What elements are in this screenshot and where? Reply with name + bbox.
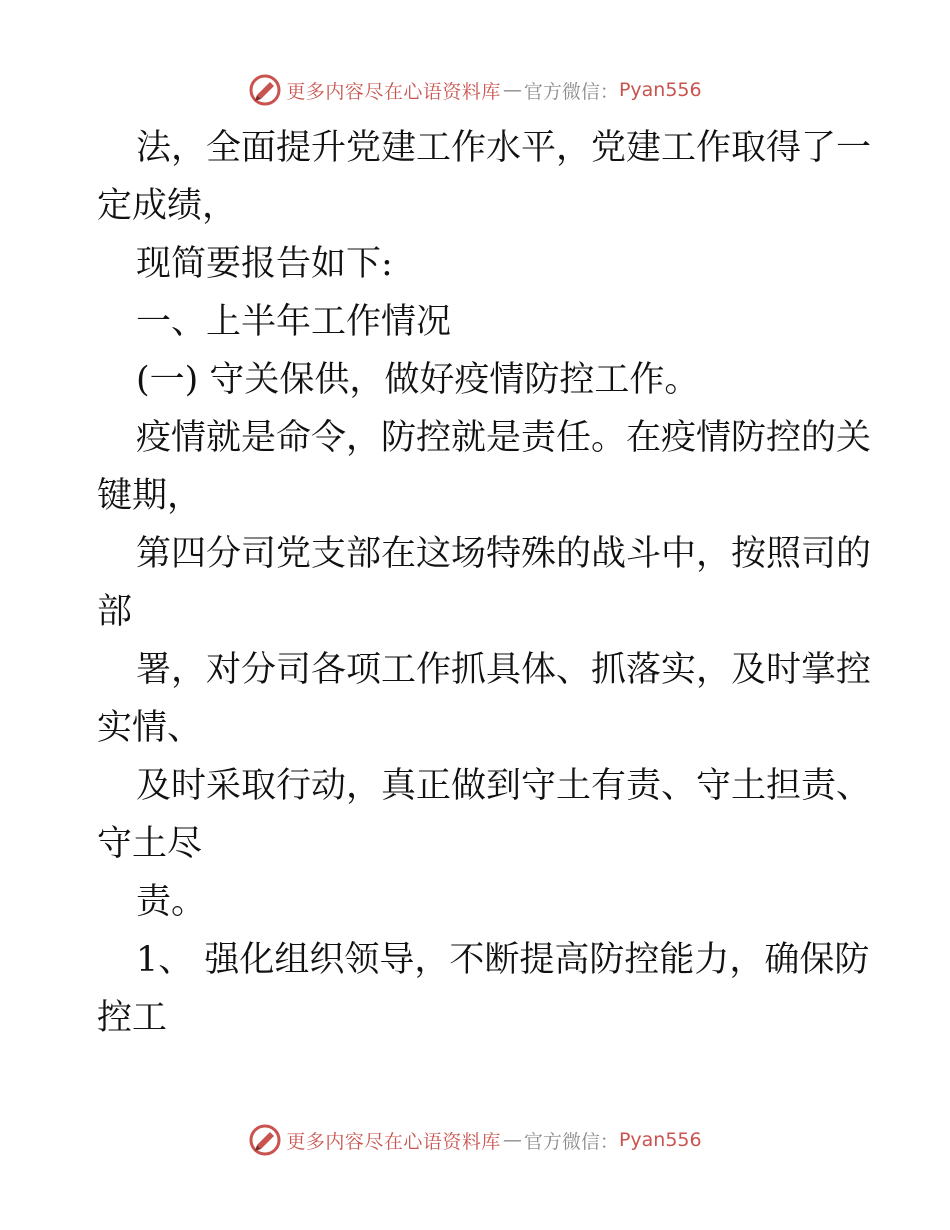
text-line-12: 及时采取行动，真正做到守土有责、守土担责、 xyxy=(136,766,872,806)
text-line-11: 实情、 xyxy=(97,708,203,748)
text-line-10: 署，对分司各项工作抓具体、抓落实，及时掌控 xyxy=(136,650,872,690)
subsection-heading-1: (一) 守关保供，做好疫情防控工作。 xyxy=(136,360,700,400)
text-line-3: 现简要报告如下: xyxy=(136,244,393,284)
header-banner xyxy=(0,70,950,110)
text-line-13: 守土尽 xyxy=(97,824,203,864)
text-line-8: 第四分司党支部在这场特殊的战斗中，按照司的 xyxy=(136,534,872,574)
header-brand: 更多内容尽在心语资料库 xyxy=(286,80,501,103)
text-line-9: 部 xyxy=(97,592,133,632)
logo-icon xyxy=(248,73,282,107)
footer-brand: 更多内容尽在心语资料库 xyxy=(286,1130,501,1153)
footer-dash: — xyxy=(502,1129,522,1151)
header-dash: — xyxy=(502,79,522,101)
text-line-14: 责。 xyxy=(136,882,207,922)
text-line-1: 法，全面提升党建工作水平，党建工作取得了一 xyxy=(136,128,872,168)
numbered-item-1: 1、 强化组织领导，不断提高防控能力，确保防 xyxy=(136,940,870,980)
section-heading-1: 一、上半年工作情况 xyxy=(136,302,452,342)
header-wechat-id: Pyan556 xyxy=(618,79,702,101)
text-line-16: 控工 xyxy=(97,998,168,1038)
logo-icon xyxy=(248,1123,282,1157)
text-line-7: 键期， xyxy=(97,476,203,516)
footer-wechat-label: 官方微信： xyxy=(523,1130,619,1153)
footer-banner xyxy=(0,1120,950,1160)
text-line-2: 定成绩， xyxy=(97,186,238,226)
footer-wechat-id: Pyan556 xyxy=(618,1129,702,1151)
header-wechat-label: 官方微信： xyxy=(523,80,619,103)
text-line-6: 疫情就是命令，防控就是责任。在疫情防控的关 xyxy=(136,418,872,458)
